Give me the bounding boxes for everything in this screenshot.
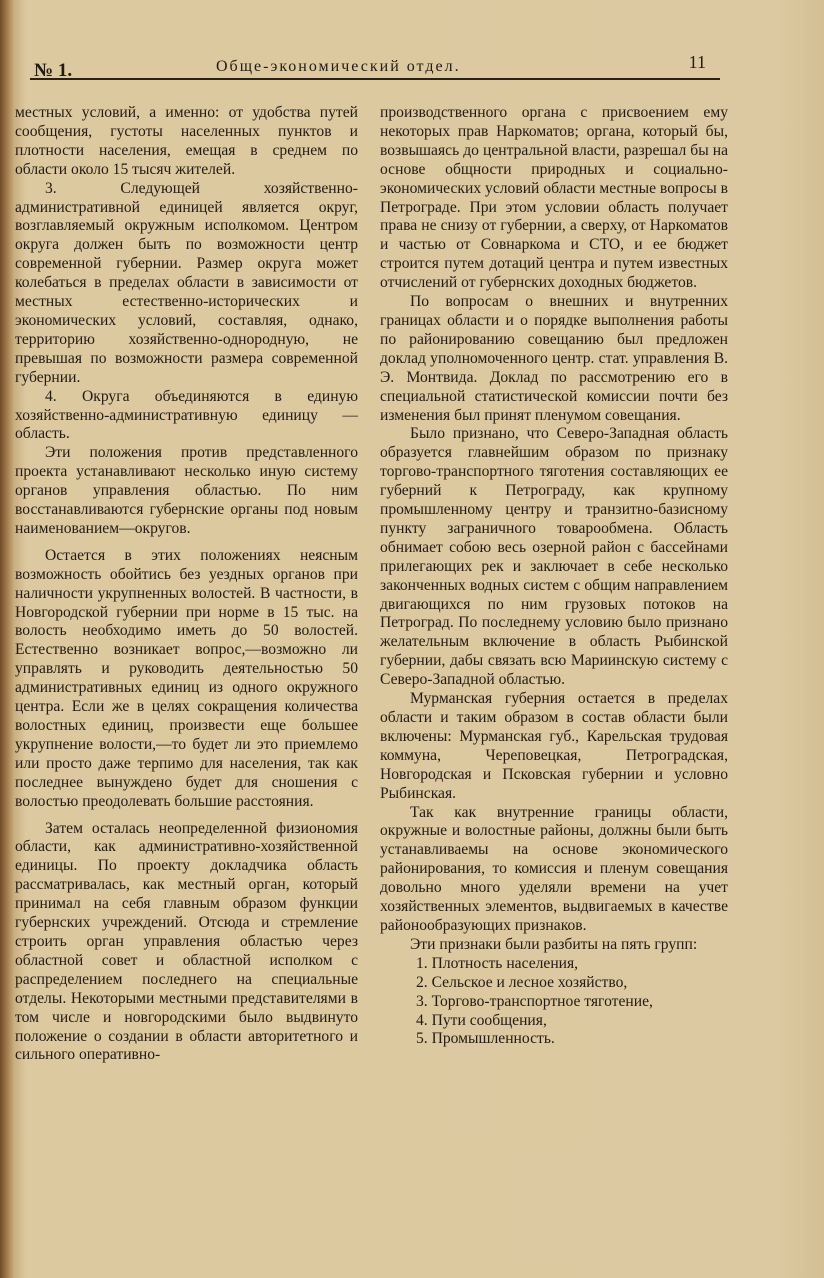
left-column (15, 104, 358, 1065)
list-item: 4. Пути сообщения, (416, 1011, 547, 1029)
list-item: 2. Сельское и лесное хозяйство, (416, 973, 628, 991)
paragraph: производственного органа с присвоением ему некоторых прав Наркоматов; органа, который бы, возвышаясь до центральной власти, разрешал бы на основе общности природных и социально-экономических условий области местные вопросы в Петрограде. При этом условии область получает права не снизу от губернии, а сверху, от Наркоматов и частью от Совнаркома и СТО, и ее бюджет строится путем дотаций центра и путем известных отчислений от губернских доходных бюджетов. (380, 104, 728, 292)
paragraph: Эти признаки были разбиты на пять групп: (410, 935, 698, 953)
paragraph: Мурманская губерния остается в пределах области и таким образом в состав области были включены: Мурманская губ., Карельская трудовая коммуна, Череповецкая, Петроградская, Новгородская и Псковская губернии и условно Рыбинская. (380, 690, 728, 802)
criteria-list (380, 955, 728, 1050)
paragraph: Остается в этих положениях неясным возможность обойтись без уездных органов при наличности укрупненных волостей. В частности, в Новгородской губернии при норме в 15 тыс. на волость необходимо иметь до 50 волостей. Естественно возникает вопрос,—возможно ли управлять и руководить деятельностью 50 административных единиц из одного окружного центра. Если же в целях сокращения количества волостных единиц, произвести еще большее укрупнение волости,—то будет ли это приемлемо или просто даже терпимо для населения, так как последнее вынуждено будет для сношения с волостью преодолевать большие расстояния. (15, 546, 358, 810)
right-column (380, 104, 728, 1049)
list-item: 3. Торгово-транспортное тяготение, (416, 992, 653, 1010)
paragraph: Было признано, что Северо-Западная область образуется главнейшим образом по признаку торгово-транспортного тяготения составляющих ее губерний к Петрограду, как крупному промышленному центру и транзитно-базисному пункту заграничного товарообмена. Область обнимает собою весь озерной район с бассейнами прилегающих рек и заключает в себе несколько законченных водных систем с общим направлением двигающихся по ним грузовых потоков на Петроград. По последнему условию было признано желательным включение в область Рыбинской губернии, дабы связать всю Мариинскую систему с Северо-Западной областью. (380, 425, 728, 689)
paragraph: 4. Округа объединяются в единую хозяйственно-административную единицу —область. (15, 387, 358, 443)
paragraph: 3. Следующей хозяйственно-административной единицей является округ, возглавляемый окружным исполкомом. Центром округа должен быть по возможности центр современной губернии. Размер округа может колебаться в пределах области в зависимости от местных естественно-исторических и экономических условий, составляя, однако, территорию хозяйственно-однородную, не превышая по возможности размера современной губернии. (15, 179, 358, 386)
paragraph: Эти положения против представленного проекта устанавливают несколько иную систему органов управления областью. По ним восстанавливаются губернские органы под новым наименованием—округов. (15, 444, 358, 537)
list-item: 5. Промышленность. (416, 1030, 555, 1048)
issue-number: № 1. (34, 60, 73, 81)
paragraph: Так как внутренние границы области, окружные и волостные районы, должны были быть устанавливаемы на основе экономического районирования, то комиссия и пленум совещания довольно много уделяли времени на учет хозяйственных элементов, выдвигаемых в качестве районообразующих признаков. (380, 803, 728, 934)
page-header (30, 52, 720, 80)
paragraph: По вопросам о внешних и внутренних границах области и о порядке выполнения работы по районированию совещанию был предложен доклад уполномоченного центр. стат. управления В. Э. Монтвида. Доклад по рассмотрению его в специальной статистической комиссии почти без изменения был принят пленумом совещания. (380, 293, 728, 424)
paragraph: местных условий, а именно: от удобства путей сообщения, густоты населенных пунктов и плотности населения, емещая в среднем по области около 15 тысяч жителей. (15, 104, 358, 178)
page-number: 11 (688, 52, 706, 72)
list-item: 1. Плотность населения, (416, 954, 579, 972)
section-title: Обще-экономический отдел. (216, 58, 461, 75)
paragraph: Затем осталась неопределенной физиономия области, как административно-хозяйственной единицы. По проекту докладчика область рассматривалась, как местный орган, который принимал на себя главным образом функции губернских учреждений. Отсюда и стремление строить орган управления областью через областной совет и областной исполком с распределением последнего на специальные отделы. Некоторыми местными представителями в том числе и новгородскими было выдвинуто положение о создании в области авторитетного и сильного оперативно- (15, 819, 358, 1064)
